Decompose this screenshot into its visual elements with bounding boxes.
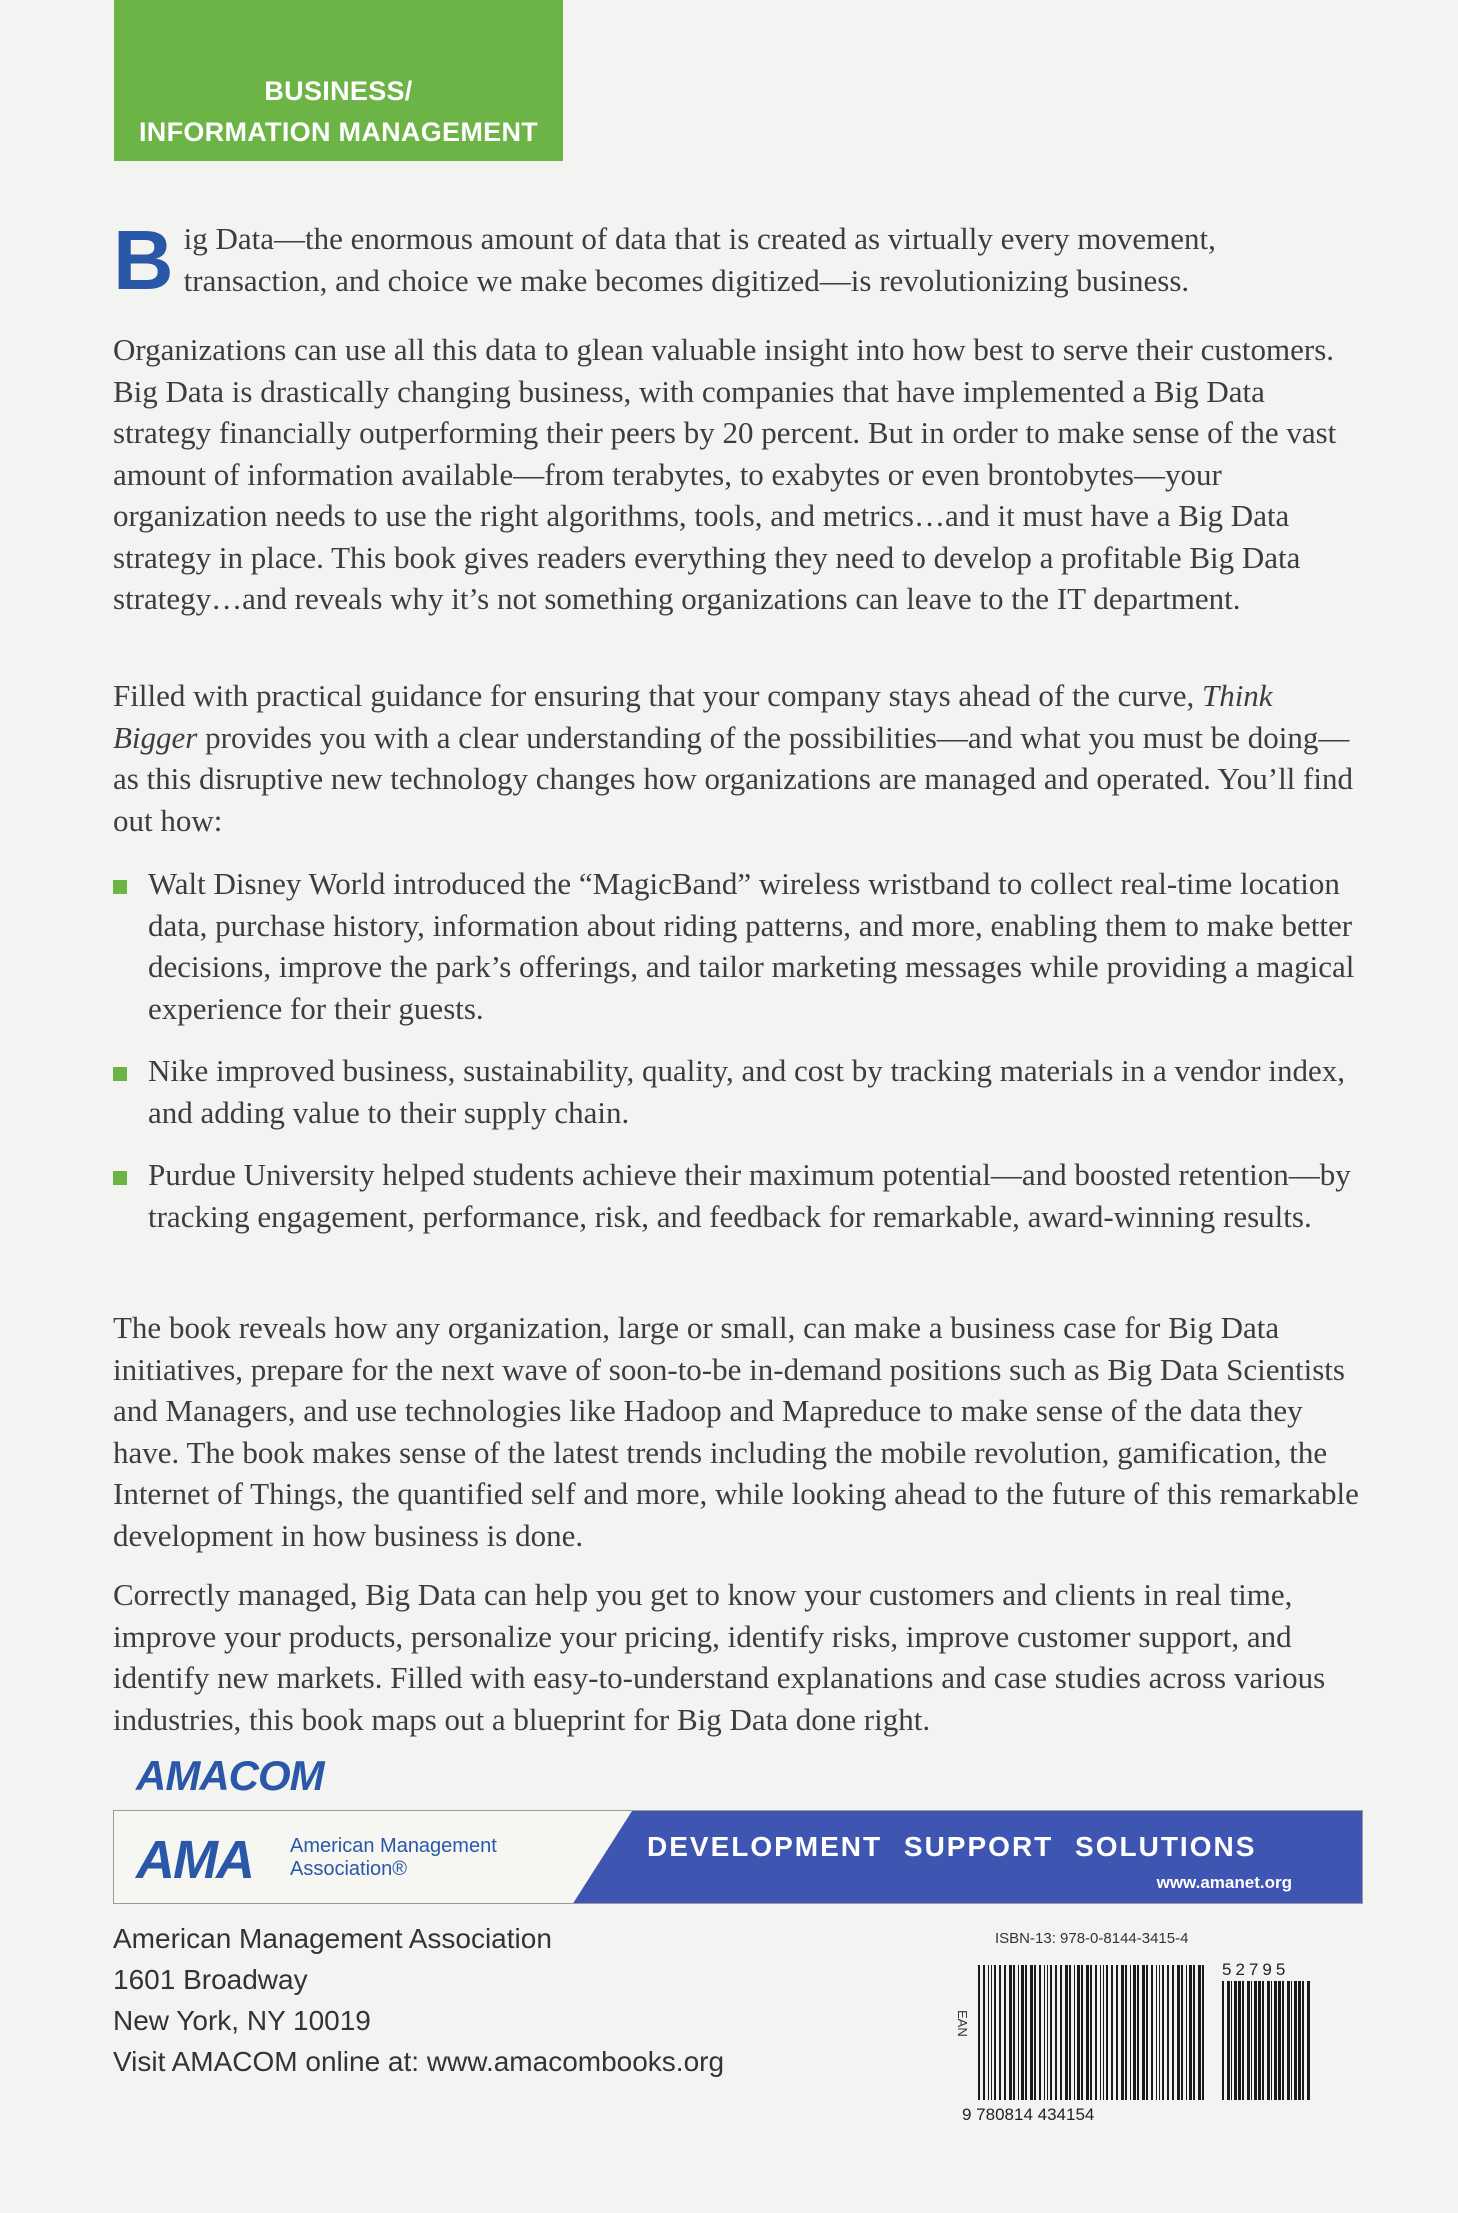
barcode-bar: [1081, 1965, 1083, 2100]
barcode-bar: [1274, 1981, 1277, 2100]
barcode-bar: [1298, 1981, 1301, 2100]
barcode-addon-digits: 52795: [1222, 1960, 1290, 1979]
bullet-text: Nike improved business, sustainability, quality, and cost by tracking materials in a vendor index, and adding value to their supply chain.: [148, 1053, 1345, 1130]
barcode-bar: [1254, 1981, 1257, 2100]
lead-text: ig Data—the enormous amount of data that is created as virtually every movement, transaction, and choice we make becomes digitized—is revolutionizing business.: [183, 221, 1216, 298]
barcode-bar: [1177, 1965, 1180, 2100]
barcode-bar: [1198, 1965, 1201, 2100]
bullet-square-icon: [113, 880, 127, 894]
barcode-bar: [1258, 1981, 1261, 2100]
address-line: 1601 Broadway: [113, 1964, 308, 1995]
barcode-bar: [1047, 1965, 1048, 2100]
barcode-bar: [1090, 1965, 1092, 2100]
barcode-bar: [1294, 1981, 1297, 2100]
list-item: [113, 1050, 1363, 1133]
barcode-bar: [1234, 1981, 1237, 2100]
barcode-bar: [1004, 1965, 1006, 2100]
barcode-bar: [1013, 1965, 1015, 2100]
barcode-bar: [1125, 1965, 1127, 2100]
barcode-bar: [1025, 1965, 1027, 2100]
barcode-bar: [1111, 1965, 1113, 2100]
category-line-2: INFORMATION MANAGEMENT: [138, 117, 539, 147]
barcode-main-bars: [978, 1965, 1204, 2100]
paragraph-4: The book reveals how any organization, large or small, can make a business case for Big Data initiatives, prepare for the next wave of soon-to-be in-demand positions such as Big Data Scientists and Managers, and use technologies like Hadoop and Mapreduce to make sense of the data they have. The book makes sense of the latest trends including the mobile revolution, gamification, the Internet of Things, the quantified self and more, while looking ahead to the future of this remarkable development in how business is done.: [113, 1310, 1359, 1553]
category-label: [114, 0, 563, 161]
barcode-bar: [1159, 1965, 1160, 2100]
paragraph-2: Organizations can use all this data to glean valuable insight into how best to serve their customers. Big Data is drastically changing business, with companies that have implemented a Big Data strategy financially outperforming their peers by 20 percent. But in order to make sense of the vast amount of information available—from terabytes, to exabytes or even brontobytes—your organization needs to use the right algorithms, tools, and metrics…and it must have a Big Data strategy in place. This book gives readers everything they need to develop a profitable Big Data strategy…and reveals why it’s not something organizations can leave to the IT department.: [113, 332, 1337, 616]
barcode-bar: [1142, 1965, 1145, 2100]
barcode-bar: [1278, 1981, 1281, 2100]
barcode-bar: [1039, 1965, 1041, 2100]
barcode-bar: [1034, 1965, 1036, 2100]
ama-name-line-2: Association®: [290, 1858, 408, 1880]
barcode: [960, 1955, 1320, 2125]
barcode-bar: [988, 1965, 989, 2100]
barcode-main-digits: 9 780814 434154: [962, 2105, 1095, 2124]
publisher-address: [113, 1918, 724, 2082]
barcode-bar: [1172, 1965, 1174, 2100]
barcode-bar: [1222, 1981, 1224, 2100]
barcode-bar: [1302, 1981, 1304, 2100]
barcode-bar: [1271, 1981, 1272, 2100]
barcode-bar: [1146, 1965, 1148, 2100]
barcode-bar: [1021, 1965, 1024, 2100]
barcode-bar: [1065, 1965, 1068, 2100]
barcode-bar: [994, 1965, 996, 2100]
barcode-bar: [1247, 1981, 1250, 2100]
list-item: [113, 863, 1363, 1029]
barcode-bar: [1262, 1981, 1264, 2100]
barcode-bar: [1060, 1965, 1062, 2100]
barcode-bar: [1121, 1965, 1124, 2100]
barcode-bar: [1151, 1965, 1153, 2100]
barcode-bar: [1189, 1965, 1192, 2100]
barcode-bar: [1156, 1965, 1157, 2100]
barcode-bar: [1103, 1965, 1104, 2100]
barcode-bar: [1251, 1981, 1252, 2100]
barcode-bar: [1106, 1965, 1108, 2100]
category-line-1: BUSINESS/: [264, 76, 413, 106]
address-line: American Management Association: [113, 1923, 552, 1954]
barcode-bar: [1069, 1965, 1071, 2100]
barcode-bar: [1116, 1965, 1118, 2100]
bullet-square-icon: [113, 1171, 127, 1185]
address-line: Visit AMACOM online at: www.amacombooks.org: [113, 2046, 725, 2077]
ama-name-line-1: American Management: [290, 1835, 497, 1857]
barcode-bar: [1133, 1965, 1136, 2100]
paragraph-3-after: provides you with a clear understanding of the possibilities—and what you must be doing—as this disruptive new technology changes how organizations are managed and operated. You’ll find out how:: [113, 719, 1353, 838]
barcode-bar: [1291, 1981, 1292, 2100]
ean-label: EAN: [955, 2010, 970, 2037]
barcode-bar: [1238, 1981, 1241, 2100]
barcode-bar: [1231, 1981, 1232, 2100]
banner-url: www.amanet.org: [1156, 1873, 1292, 1892]
barcode-bar: [1044, 1965, 1045, 2100]
barcode-bar: [1242, 1981, 1244, 2100]
address-line: New York, NY 10019: [113, 2005, 371, 2036]
barcode-bar: [1095, 1965, 1097, 2100]
barcode-bar: [1167, 1965, 1169, 2100]
barcode-bar: [1018, 1965, 1019, 2100]
isbn-label: ISBN-13: 978-0-8144-3415-4: [995, 1930, 1189, 1947]
book-title: Think Bigger: [113, 678, 1273, 755]
list-item: [113, 1154, 1363, 1237]
paragraph-3: [113, 675, 1363, 841]
barcode-bar: [1287, 1981, 1290, 2100]
amacom-logo: AMACOM: [136, 1752, 324, 1799]
barcode-bar: [1282, 1981, 1284, 2100]
barcode-bar: [999, 1965, 1001, 2100]
ama-logo: AMA: [136, 1830, 253, 1890]
barcode-bar: [1227, 1981, 1230, 2100]
barcode-bar: [1050, 1965, 1052, 2100]
barcode-bar: [1193, 1965, 1195, 2100]
bullet-text: Walt Disney World introduced the “MagicBand” wireless wristband to collect real-time location data, purchase history, information about riding patterns, and more, enabling them to make better decisions, improve the park’s offerings, and tailor marketing messages while providing a magical experience for their guests.: [148, 866, 1355, 1026]
barcode-bar: [1181, 1965, 1183, 2100]
paragraph-5: Correctly managed, Big Data can help you get to know your customers and clients in real time, improve your products, personalize your pricing, identify risks, improve customer support, and identify new markets. Filled with easy-to-understand explanations and case studies across various industries, this book maps out a blueprint for Big Data done right.: [113, 1577, 1326, 1737]
barcode-bar: [983, 1965, 985, 2100]
barcode-bar: [1100, 1965, 1101, 2100]
barcode-bar: [1086, 1965, 1089, 2100]
barcode-bar: [1055, 1965, 1057, 2100]
barcode-bar: [991, 1965, 992, 2100]
barcode-bar: [1074, 1965, 1075, 2100]
bullet-square-icon: [113, 1067, 127, 1081]
ama-banner: [113, 1810, 1363, 1904]
paragraph-3-before: Filled with practical guidance for ensuring that your company stays ahead of the curve,: [113, 678, 1202, 713]
barcode-bar: [1030, 1965, 1033, 2100]
drop-cap: B: [113, 213, 174, 307]
barcode-bar: [1009, 1965, 1012, 2100]
bullet-list: [113, 863, 1363, 1258]
barcode-bar: [1130, 1965, 1131, 2100]
barcode-bar: [1267, 1981, 1270, 2100]
barcode-addon-bars: [1222, 1981, 1310, 2100]
barcode-bar: [978, 1965, 980, 2100]
banner-tagline: DEVELOPMENT SUPPORT SOLUTIONS: [647, 1831, 1257, 1862]
barcode-bar: [1307, 1981, 1310, 2100]
barcode-bar: [1186, 1965, 1187, 2100]
lead-paragraph: [113, 213, 1363, 307]
barcode-bar: [1137, 1965, 1139, 2100]
bullet-text: Purdue University helped students achieve their maximum potential—and boosted retention—by tracking engagement, performance, risk, and feedback for remarkable, award-winning results.: [148, 1157, 1351, 1234]
barcode-bar: [1202, 1965, 1204, 2100]
ama-name: [290, 1835, 497, 1881]
barcode-bar: [1162, 1965, 1164, 2100]
barcode-bar: [1077, 1965, 1080, 2100]
